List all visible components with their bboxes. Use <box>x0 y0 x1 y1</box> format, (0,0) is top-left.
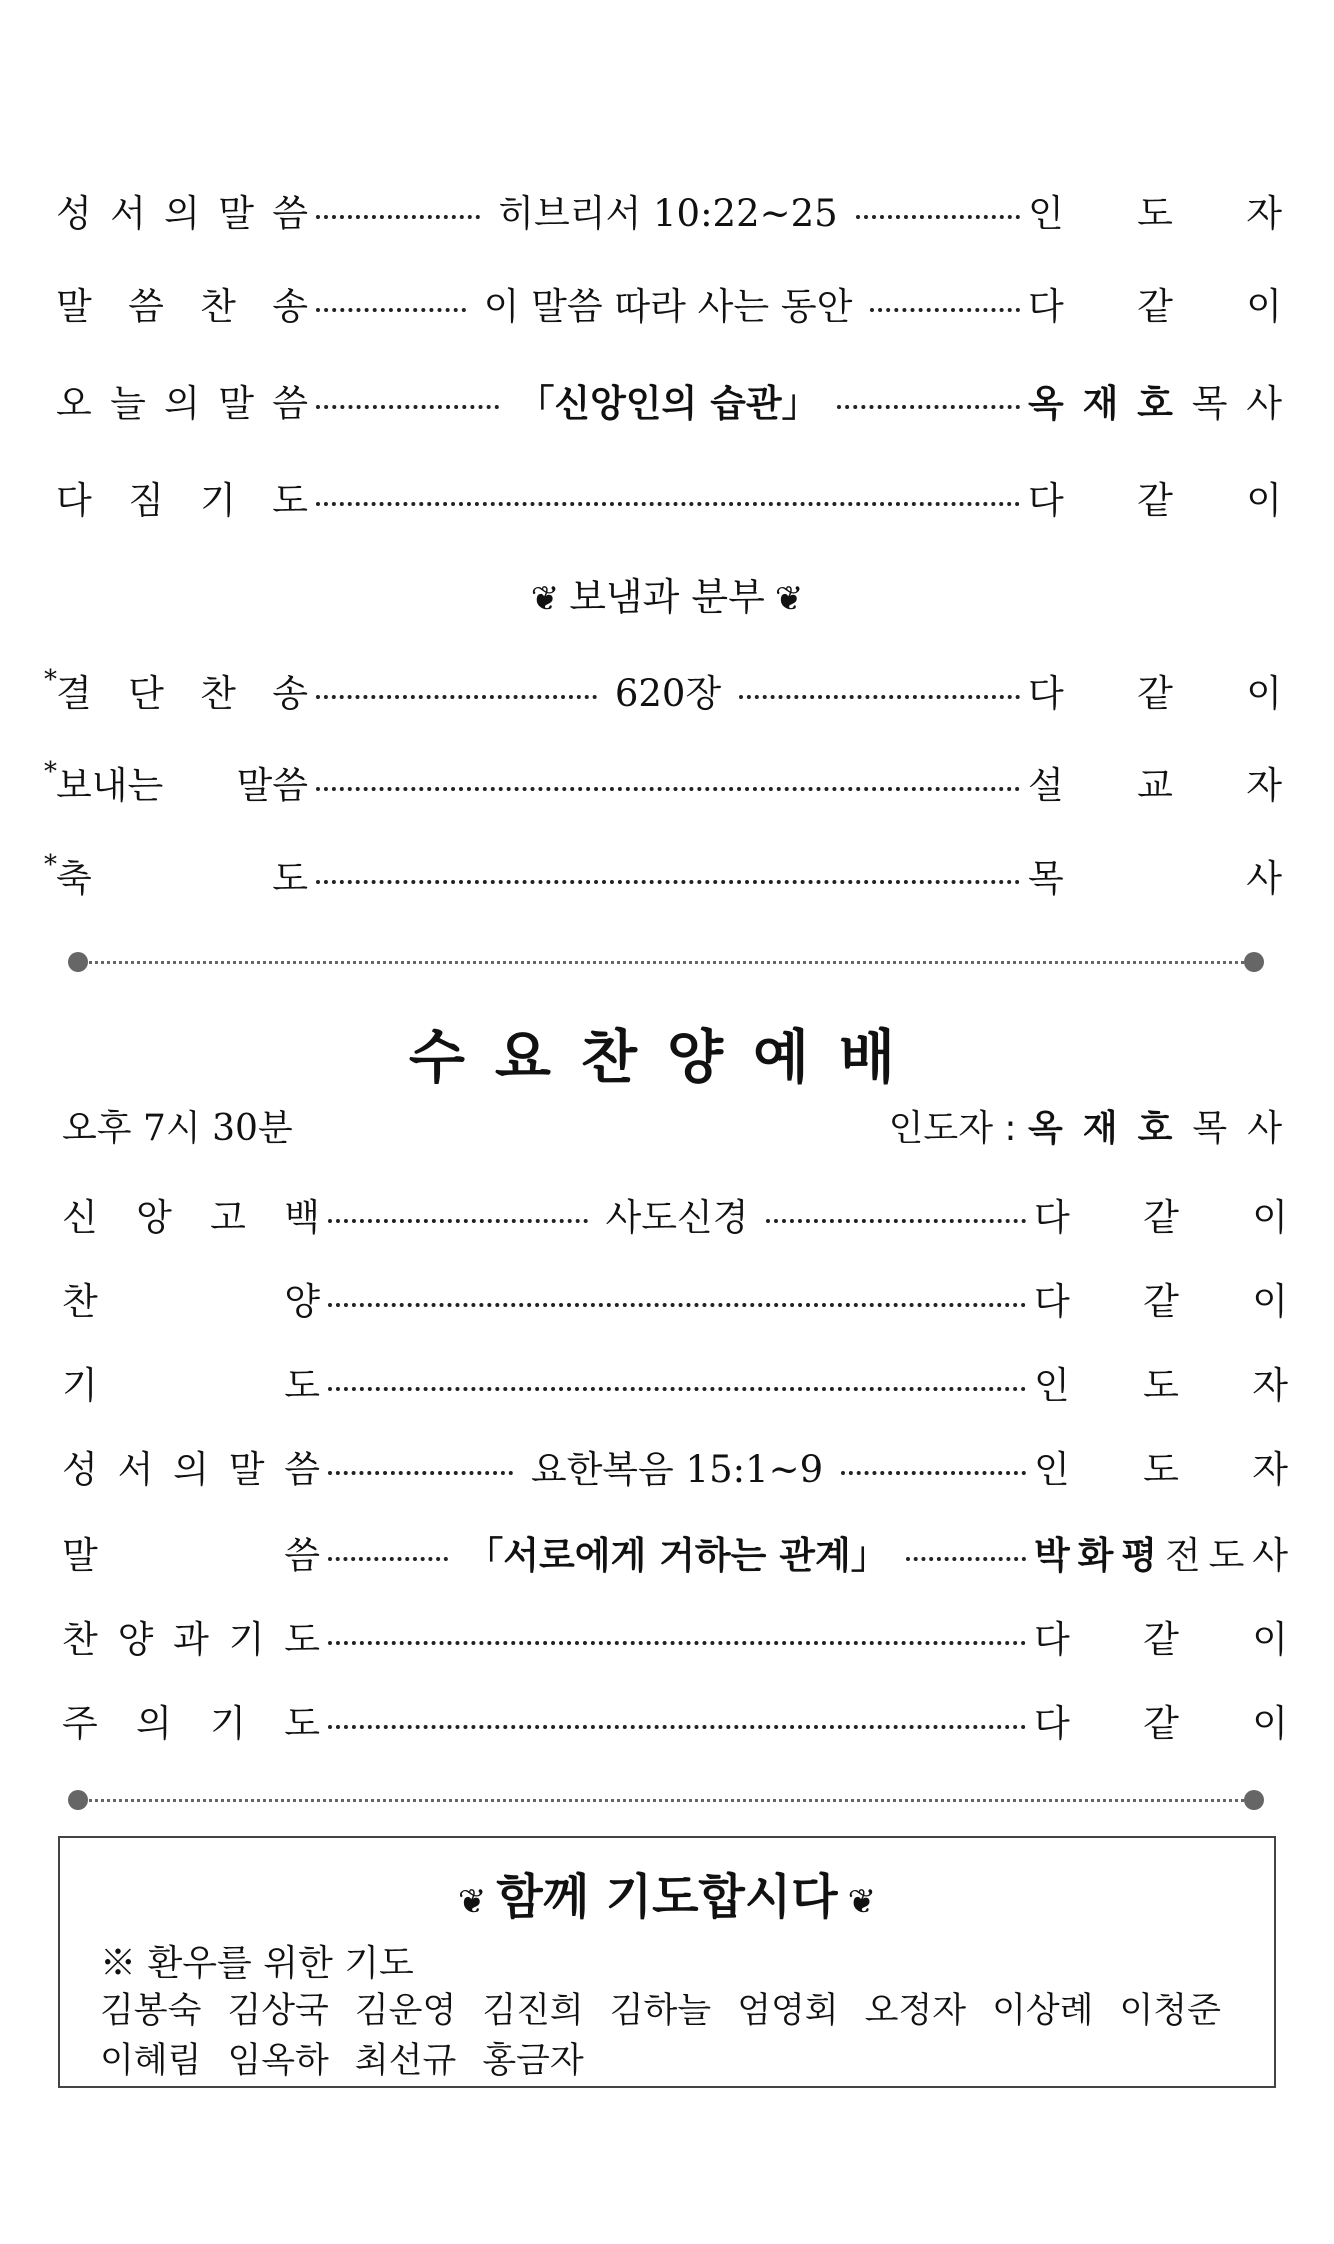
order-row-creed <box>62 1184 1288 1244</box>
leader-dots <box>316 405 499 409</box>
divider-dot <box>68 1790 88 1810</box>
leader-label: 인도자 : <box>888 1108 1017 1149</box>
row-person: 목 사 <box>1028 857 1282 900</box>
prayer-title: ❦ 함께 기도합시다 ❦ <box>457 1869 877 1925</box>
row-person: 설 교 자 <box>1028 764 1282 807</box>
row-label: 말 씀 <box>62 1534 320 1577</box>
order-row-scripture-w <box>62 1436 1288 1496</box>
row-label: * 축 도 <box>44 850 308 900</box>
leader-dots <box>316 308 466 312</box>
order-row-sending-word <box>44 752 1282 812</box>
order-row-praise <box>62 1268 1288 1328</box>
leader-dots <box>316 787 1020 791</box>
leader-dots <box>841 1471 1026 1475</box>
leader-dots <box>328 1387 1026 1391</box>
row-person: 다 같 이 <box>1034 1196 1288 1239</box>
row-content: 사도신경 <box>605 1196 749 1239</box>
prayer-names <box>100 1986 1247 2086</box>
row-person: 인 도 자 <box>1034 1448 1289 1491</box>
order-row-sermon <box>56 370 1282 430</box>
row-person: 다 같 이 <box>1028 672 1282 715</box>
leader-dots <box>328 1219 588 1223</box>
row-person: 인 도 자 <box>1034 1364 1288 1407</box>
names-line: 김봉숙 김상국 김운영 김진희 김하늘 엄영회 오정자 이상례 이청준 <box>100 1991 1221 2031</box>
row-label: 기 도 <box>62 1364 320 1407</box>
order-row-hymn <box>56 273 1282 333</box>
leader-dots <box>906 1557 1026 1561</box>
leader-dots <box>316 502 1020 506</box>
sermon-title: 「서로에게 거하는 관계」 <box>466 1534 888 1577</box>
divider-dot <box>68 952 88 972</box>
row-person: 인 도 자 <box>1028 192 1283 235</box>
standing-mark: * <box>44 665 57 695</box>
service-title: 수요찬양예배 <box>408 1023 926 1091</box>
row-content: 히브리서 10:22~25 <box>498 192 838 235</box>
ornament-left-icon: ❦ <box>530 579 560 619</box>
ornament-left-icon: ❦ <box>457 1882 487 1922</box>
row-label: 말 씀 찬 송 <box>56 285 308 328</box>
row-content: 620장 <box>614 672 722 715</box>
prayer-box <box>58 1836 1276 2088</box>
order-row-lords-prayer <box>62 1690 1288 1750</box>
row-person: 다 같 이 <box>1034 1702 1288 1745</box>
order-row-hymn-decision <box>44 660 1282 720</box>
row-person: 옥 재 호 목 사 <box>1028 382 1282 425</box>
divider-dot <box>1244 1790 1264 1810</box>
sermon-title: 「신앙인의 습관」 <box>517 382 819 425</box>
prayer-subtitle: ※ 환우를 위한 기도 <box>100 1943 414 1984</box>
leader-dots <box>870 308 1020 312</box>
section-divider <box>68 952 1264 972</box>
row-label: 성 서 의 말 씀 <box>56 192 308 235</box>
order-row-benediction <box>44 845 1282 905</box>
row-person: 다 같 이 <box>1028 479 1282 522</box>
row-content: 요한복음 15:1~9 <box>530 1448 824 1491</box>
row-label: * 보내는 말씀 <box>44 757 308 807</box>
order-row-sermon-w <box>62 1522 1288 1582</box>
leader-dots <box>856 215 1020 219</box>
leader-dots <box>316 880 1020 884</box>
row-label: 찬 양 과 기 도 <box>62 1618 320 1661</box>
order-row-prayer-w <box>62 1352 1288 1412</box>
service-leader <box>889 1100 1282 1151</box>
row-label: 신 앙 고 백 <box>62 1196 320 1239</box>
row-label: 찬 양 <box>62 1280 320 1323</box>
standing-mark: * <box>44 757 57 787</box>
row-label: 주 의 기 도 <box>62 1702 320 1745</box>
ornament-right-icon: ❦ <box>847 1882 877 1922</box>
row-person: 다 같 이 <box>1028 285 1283 328</box>
leader-dots <box>837 405 1020 409</box>
leader-name: 옥 재 호 목 사 <box>1028 1108 1282 1149</box>
row-label: 오 늘 의 말 씀 <box>56 382 308 425</box>
leader-dots <box>739 695 1020 699</box>
row-content: 이 말씀 따라 사는 동안 <box>483 285 853 328</box>
service-time: 오후 7시 30분 <box>62 1108 293 1149</box>
leader-dots <box>328 1725 1026 1729</box>
row-label: 성 서 의 말 씀 <box>62 1448 320 1491</box>
row-person: 다 같 이 <box>1034 1618 1288 1661</box>
order-row-prayer <box>56 467 1282 527</box>
ornament-right-icon: ❦ <box>774 579 804 619</box>
section-divider <box>68 1790 1264 1810</box>
divider-dot <box>1244 952 1264 972</box>
order-row-praise-prayer <box>62 1606 1288 1666</box>
leader-dots <box>328 1557 448 1561</box>
row-person: 박 화 평 전 도 사 <box>1034 1534 1288 1577</box>
leader-dots <box>328 1471 513 1475</box>
leader-dots <box>766 1219 1026 1223</box>
names-line: 이혜림 임옥하 최선규 홍금자 <box>100 2041 584 2081</box>
leader-dots <box>328 1641 1026 1645</box>
row-label: * 결 단 찬 송 <box>44 665 308 715</box>
service-info <box>62 1100 1282 1151</box>
section-title: ❦ 보냄과 분부 ❦ <box>530 575 804 619</box>
standing-mark: * <box>44 850 57 880</box>
row-label: 다 짐 기 도 <box>56 479 308 522</box>
leader-dots <box>316 215 480 219</box>
leader-dots <box>328 1303 1026 1307</box>
leader-dots <box>316 695 597 699</box>
order-row-scripture <box>56 180 1282 240</box>
row-person: 다 같 이 <box>1034 1280 1288 1323</box>
